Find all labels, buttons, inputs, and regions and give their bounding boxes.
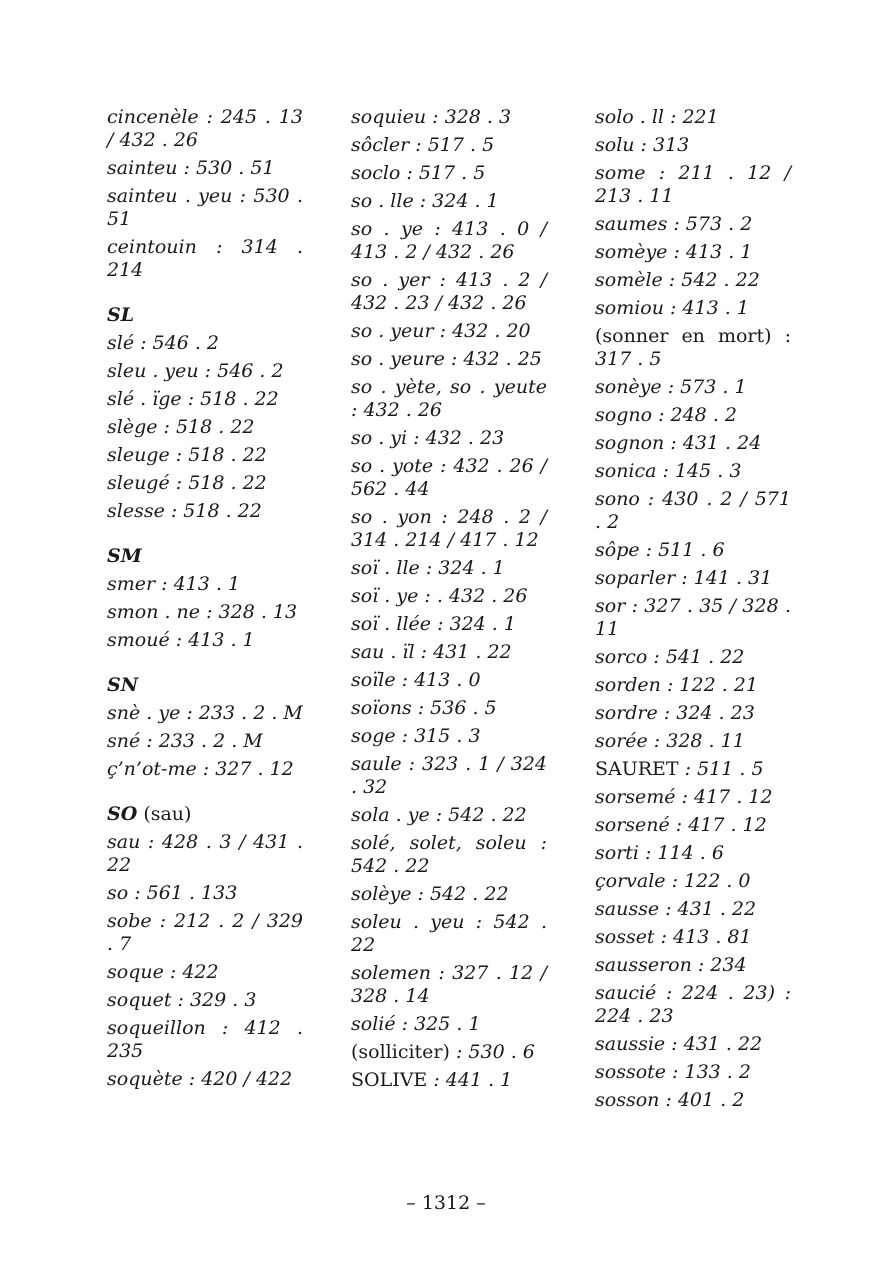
index-entry [107,106,303,152]
index-entry-text: saule : 323 . 1 / 324 . 32 [351,753,547,798]
index-entry-text: solié : 325 . 1 [351,1013,481,1035]
index-entry-text: soparler : 141 . 31 [595,567,773,589]
index-entry-text: : 530 . 6 [449,1041,535,1063]
index-entry-text: : 511 . 5 [678,758,764,780]
index-entry [351,585,547,608]
index-entry-text: sognon : 431 . 24 [595,432,762,454]
index-entry [351,218,547,264]
index-entry [107,185,303,231]
section-heading-letters: SL [107,304,135,326]
index-entry [107,500,303,523]
index-entry-text: sôcler : 517 . 5 [351,134,495,156]
index-entry [595,842,791,865]
index-entry-text: so . yi : 432 . 23 [351,427,505,449]
index-entry [595,870,791,893]
index-entry-text: sorsemé : 417 . 12 [595,786,773,808]
index-entry [107,831,303,877]
index-entry [107,360,303,383]
index-entry [351,106,547,129]
index-entry [107,961,303,984]
index-entry-text: sogno : 248 . 2 [595,404,737,426]
index-entry-text: cincenèle : 245 . 13 / 432 . 26 [107,106,303,151]
index-entry-text: so : 561 . 133 [107,882,238,904]
index-entry [595,432,791,455]
index-entry [595,269,791,292]
index-entry [107,472,303,495]
index-entry-text: soquieu : 328 . 3 [351,106,512,128]
index-entry [595,404,791,427]
section-heading [107,304,303,327]
index-entry-text: slège : 518 . 22 [107,416,255,438]
index-entry-text: so . yeure : 432 . 25 [351,348,542,370]
index-entry [595,1061,791,1084]
index-entry [351,376,547,422]
index-entry [351,641,547,664]
index-entry-text: sorco : 541 . 22 [595,646,745,668]
index-entry-text: sôpe : 511 . 6 [595,539,725,561]
index-entry-text: sau . ïl : 431 . 22 [351,641,512,663]
page-number: – 1312 – [406,1192,486,1214]
section-heading-letters: SM [107,545,142,567]
section-heading [107,545,303,568]
index-entry [351,832,547,878]
index-entry-text: ceintouin : 314 . 214 [107,236,303,281]
index-entry-text: soïons : 536 . 5 [351,697,497,719]
index-entry-text: solo . ll : 221 [595,106,719,128]
index-entry-text: 317 . 5 [595,348,662,370]
index-entry [595,786,791,809]
index-column-2 [351,106,547,1097]
section-heading [107,674,303,697]
index-entry [351,613,547,636]
index-entry [595,758,791,781]
section-heading-letters: SN [107,674,139,696]
index-entry [595,814,791,837]
index-entry-text: sleuge : 518 . 22 [107,444,267,466]
index-entry-text: sau : 428 . 3 / 431 . 22 [107,831,303,876]
index-entry [351,697,547,720]
index-entry-text: soï . ye : . 432 . 26 [351,585,528,607]
section-heading-note: (sau) [137,803,192,825]
index-entry-text: so . yer : 413 . 2 / 432 . 23 / 432 . 26 [351,269,547,314]
index-entry [351,962,547,1008]
index-entry-text: smon . ne : 328 . 13 [107,601,298,623]
index-entry [351,348,547,371]
index-entry-text: snè . ye : 233 . 2 . M [107,702,303,724]
index-entry [595,213,791,236]
index-entry-text: soclo : 517 . 5 [351,162,486,184]
index-entry-text: smoué : 413 . 1 [107,629,255,651]
index-entry [595,926,791,949]
index-entry [595,162,791,208]
index-entry [595,1033,791,1056]
index-entry-text: so . yote : 432 . 26 / 562 . 44 [351,455,547,500]
index-entry [107,236,303,282]
index-entry-text: so . yète, so . yeute : 432 . 26 [351,376,547,421]
section-heading [107,803,303,826]
index-entry-text: sleu . yeu : 546 . 2 [107,360,284,382]
index-column-3 [595,106,791,1117]
index-entry [595,1089,791,1112]
index-entry [595,488,791,534]
index-entry [351,506,547,552]
index-entry [107,601,303,624]
index-entry [595,134,791,157]
index-entry [107,416,303,439]
index-entry [595,595,791,641]
index-entry-text: solé, solet, soleu : 542 . 22 [351,832,547,877]
index-entry-roman: (sonner en mort) : [595,325,791,347]
index-entry-roman: SAURET [595,758,679,780]
index-entry [595,106,791,129]
index-entry [351,753,547,799]
index-entry [351,1013,547,1036]
index-entry [351,669,547,692]
index-entry [595,539,791,562]
index-entry-text: sainteu . yeu : 530 . 51 [107,185,303,230]
index-entry-text: sono : 430 . 2 / 571 . 2 [595,488,791,533]
index-entry-text: sausse : 431 . 22 [595,898,757,920]
index-entry [595,567,791,590]
index-entry-text: sorsené : 417 . 12 [595,814,767,836]
index-entry-text: sorée : 328 . 11 [595,730,745,752]
index-entry-text: : 441 . 1 [427,1069,513,1091]
section-heading-letters: SO [107,803,138,825]
index-entry-text: soque : 422 [107,961,219,983]
index-entry-text: soquet : 329 . 3 [107,989,257,1011]
index-entry-text: so . ye : 413 . 0 / 413 . 2 / 432 . 26 [351,218,547,263]
index-entry [351,1041,547,1064]
index-entry-text: somiou : 413 . 1 [595,297,749,319]
index-entry-text: sainteu : 530 . 51 [107,157,275,179]
index-entry [351,725,547,748]
index-column-1 [107,106,303,1096]
index-entry-text: sleugé : 518 . 22 [107,472,267,494]
index-entry [107,332,303,355]
index-entry-text: sor : 327 . 35 / 328 . 11 [595,595,791,640]
index-entry [595,702,791,725]
index-entry [351,883,547,906]
index-entry-text: sné : 233 . 2 . M [107,730,263,752]
index-entry [107,758,303,781]
index-entry-text: smer : 413 . 1 [107,573,241,595]
index-entry [595,982,791,1028]
index-entry-text: soleu . yeu : 542 . 22 [351,911,547,956]
index-entry-text: saussie : 431 . 22 [595,1033,763,1055]
index-entry [107,730,303,753]
index-entry [107,573,303,596]
index-entry [351,455,547,501]
index-entry-roman: (solliciter) [351,1041,450,1063]
index-entry [107,1068,303,1091]
index-entry-text: so . yon : 248 . 2 / 314 . 214 / 417 . 12 [351,506,547,551]
index-entry [107,629,303,652]
index-entry-text: sordre : 324 . 23 [595,702,755,724]
index-entry [595,297,791,320]
index-entry-text: saumes : 573 . 2 [595,213,753,235]
index-entry [595,898,791,921]
index-entry [595,376,791,399]
index-entry [351,557,547,580]
index-entry-text: çorvale : 122 . 0 [595,870,751,892]
index-entry-text: soge : 315 . 3 [351,725,481,747]
index-entry [595,241,791,264]
index-entry-text: sausseron : 234 [595,954,747,976]
index-entry-text: sossote : 133 . 2 [595,1061,751,1083]
index-entry [595,325,791,371]
index-entry [351,134,547,157]
index-entry-text: sonèye : 573 . 1 [595,376,747,398]
index-entry [107,910,303,956]
index-entry-text: sobe : 212 . 2 / 329 . 7 [107,910,303,955]
index-entry-text: somèye : 413 . 1 [595,241,753,263]
index-entry-text: sorden : 122 . 21 [595,674,758,696]
index-entry-text: ç’n’ot-me : 327 . 12 [107,758,294,780]
index-entry-text: so . lle : 324 . 1 [351,190,499,212]
index-entry [107,444,303,467]
index-entry-text: soï . lle : 324 . 1 [351,557,505,579]
index-entry [351,427,547,450]
index-entry [351,190,547,213]
index-entry [595,460,791,483]
index-entry-text: soï . llée : 324 . 1 [351,613,516,635]
index-entry-text: solu : 313 [595,134,690,156]
index-entry [351,804,547,827]
index-entry [351,911,547,957]
index-entry [107,388,303,411]
index-entry-text: solemen : 327 . 12 / 328 . 14 [351,962,547,1007]
index-entry [107,702,303,725]
index-entry [595,730,791,753]
index-entry [107,1017,303,1063]
index-entry-text: saucié : 224 . 23) : 224 . 23 [595,982,791,1027]
index-entry-text: somèle : 542 . 22 [595,269,760,291]
index-entry [595,674,791,697]
index-entry-text: sosson : 401 . 2 [595,1089,745,1111]
index-entry-text: sosset : 413 . 81 [595,926,752,948]
index-entry [351,162,547,185]
index-entry-text: so . yeur : 432 . 20 [351,320,531,342]
index-entry [351,320,547,343]
index-entry-text: sorti : 114 . 6 [595,842,724,864]
index-entry-text: slé . ïge : 518 . 22 [107,388,279,410]
index-entry [107,882,303,905]
index-entry-roman: SOLIVE [351,1069,428,1091]
index-entry-text: soqueillon : 412 . 235 [107,1017,303,1062]
index-entry-text: soïle : 413 . 0 [351,669,481,691]
index-entry [107,989,303,1012]
index-entry [351,269,547,315]
index-entry-text: slesse : 518 . 22 [107,500,262,522]
index-entry-text: solèye : 542 . 22 [351,883,509,905]
index-entry-text: slé : 546 . 2 [107,332,220,354]
index-entry [351,1069,547,1092]
index-entry-text: sola . ye : 542 . 22 [351,804,527,826]
index-entry [595,954,791,977]
index-entry-text: sonica : 145 . 3 [595,460,742,482]
index-entry-text: soquète : 420 / 422 [107,1068,293,1090]
index-entry [107,157,303,180]
index-entry-text: some : 211 . 12 / 213 . 11 [595,162,791,207]
index-entry [595,646,791,669]
